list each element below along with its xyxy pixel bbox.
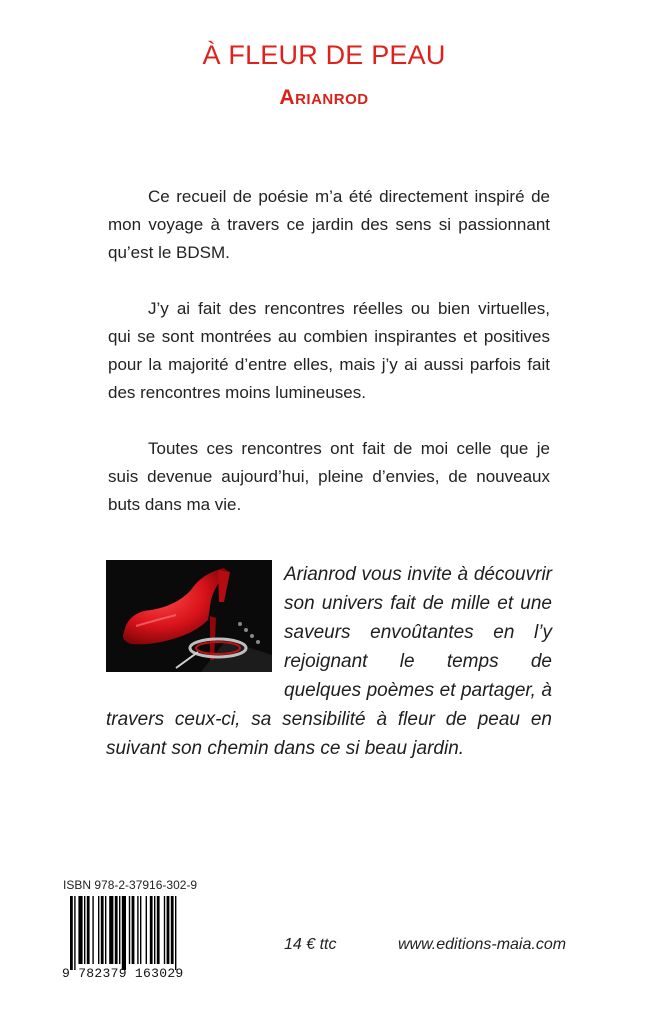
- paragraph-1: Ce recueil de poésie m’a été directement inspiré de mon voyage à travers ce jardin des sens si passionnant qu’est le BDSM.: [108, 187, 550, 262]
- book-title: À FLEUR DE PEAU: [202, 40, 446, 70]
- barcode-bar: [92, 896, 93, 964]
- barcode-bar: [137, 896, 138, 964]
- barcode-bar: [154, 896, 155, 964]
- barcode-bar: [171, 896, 174, 964]
- teaser-paragraph: [106, 560, 552, 763]
- barcode-bar: [70, 896, 73, 970]
- barcode-bar: [74, 896, 75, 970]
- barcode-bar: [132, 896, 135, 964]
- barcode-bar: [175, 896, 176, 970]
- barcode-bar: [119, 896, 120, 964]
- barcode-bar: [146, 896, 147, 964]
- barcode-bar: [87, 896, 90, 964]
- barcode-bar: [129, 896, 130, 964]
- teaser-text: Arianrod vous invite à découvrir son univers fait de mille et une saveurs envoûtantes en l’y rejoignant le temps de quelques poèmes et partager, à travers ceux-ci, sa sensibilité à fleur de peau en suivant son chemin dans ce si beau jardin.: [106, 564, 552, 759]
- barcode-bar: [78, 896, 82, 964]
- barcode-bar: [98, 896, 99, 964]
- barcode-bar: [150, 896, 153, 964]
- barcode-bar: [105, 896, 106, 964]
- barcode-bar: [84, 896, 85, 964]
- publisher-website: www.editions-maia.com: [398, 936, 567, 953]
- barcode-bar: [101, 896, 104, 964]
- paragraph-2: J’y ai fait des rencontres réelles ou bien virtuelles, qui se sont montrées au combien inspirantes et positives pour la majorité d’entre elles, mais j’y ai aussi parfois fait des rencontres moins lumineuses.: [108, 299, 550, 402]
- barcode-bar: [164, 896, 165, 964]
- back-cover-text: [108, 183, 550, 547]
- barcode-bar: [157, 896, 160, 964]
- barcode-digits: 9 782379 163029: [62, 966, 184, 981]
- barcode-bar: [140, 896, 141, 964]
- author-name: Arianrod: [279, 86, 369, 109]
- barcode-bar: [122, 896, 126, 970]
- price: 14 € ttc: [284, 936, 337, 953]
- isbn: ISBN 978-2-37916-302-9: [63, 878, 198, 892]
- barcode-bar: [109, 896, 113, 964]
- barcode-bar: [167, 896, 170, 964]
- paragraph-3: Toutes ces rencontres ont fait de moi celle que je suis devenue aujourd’hui, pleine d’envies, de nouveaux buts dans ma vie.: [108, 439, 550, 514]
- barcode-bar: [115, 896, 118, 964]
